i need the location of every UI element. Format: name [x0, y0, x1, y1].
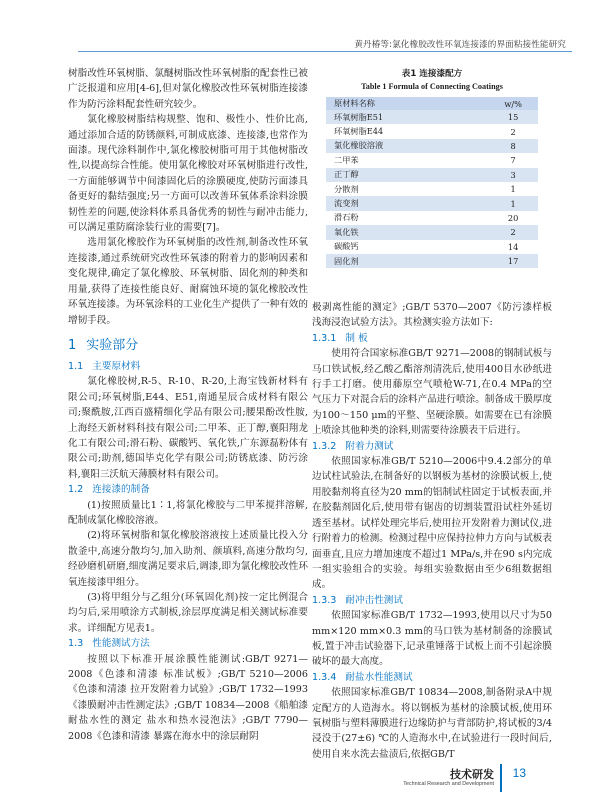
subsection-title: 连接漆的制备: [92, 484, 150, 496]
mass-fraction-cell: 20: [507, 212, 519, 223]
adhesion-paragraph: 依照国家标准GB/T 5210—2006中9.4.2部分的单边试柱试验法,在制备好的以钢板为基材的涂膜试板上,使用胶黏剂将直径为20 mm的铝制试柱固定于试板表面,并在胶黏剂固化后,使用带有锯齿的切割装置沿试柱外延切透至基材。试样处理完毕后,使用拉开发附着力测试仪,进行附着力的检测。检测过程中应保持拉伸力方向与试板表面垂直,且应力增加速度不超过1 MPa/s,并在90 s内完成一组实验组合的实验。每组实验数据由至少6组数据组成。: [312, 456, 552, 591]
subsection-heading-materials: [68, 359, 308, 374]
subsection-title: 主要原材料: [92, 360, 141, 372]
subsection-title: 耐盐水性能测试: [345, 671, 413, 683]
section-title: 实验部分: [86, 337, 139, 353]
column-header-material: 原材料名称: [326, 97, 488, 110]
material-name-cell: 碳酸钙: [334, 241, 359, 252]
table-header-row: [326, 97, 538, 110]
mass-fraction-cell: 3: [488, 168, 538, 182]
material-name-cell: 氧化铁: [326, 225, 488, 239]
subsection-number: 1.3.3: [312, 594, 337, 606]
section-number: 1: [68, 337, 77, 353]
page-footer: [403, 756, 530, 796]
salt-water-paragraph: 依照国家标准GB/T 10834—2008,制备附录A中规定配方的人造海水。将以钢板为基材的涂膜试板,使用环氧树脂与塑料薄膜进行边缘防护与背部防护,将试板的3/4浸没于(27±6) ℃的人造海水中,在试验进行一段时间后,使用自来水洗去盐渍后,依据GB/T: [312, 687, 552, 760]
column-header-mass-fraction: w/%: [488, 97, 538, 110]
selection-paragraph: 选用氯化橡胶作为环氧树脂的改性剂,制备改性环氧连接漆,通过系统研究改性环氧漆的附着力的影响因素和变化规律,确定了氯化橡胶、环氧树脂、固化剂的种类和用量,获得了连接性能良好、耐腐蚀环境的氯化橡胶改性环氧连接漆。为环氧涂料的工业化生产提供了一种有效的增韧手段。: [68, 237, 308, 326]
material-name-cell: 流变剂: [326, 196, 488, 210]
table-row: [326, 196, 538, 210]
mass-fraction-cell: 14: [507, 241, 519, 252]
mass-fraction-cell: 2: [488, 225, 538, 239]
running-title: 黄丹椿等:氯化橡胶改性环氧连接漆的界面粘接性能研究: [354, 40, 566, 50]
subsection-heading-preparation: [68, 482, 308, 497]
preparation-step-3: (3)将甲组分与乙组分(环氧固化剂)按一定比例混合均匀后,采用喷涂方式制板,涂层厚度满足相关测试标准要求。详细配方见表1。: [68, 592, 308, 634]
table-row: [326, 124, 538, 138]
table-row: [326, 240, 538, 254]
table-body: [326, 110, 538, 268]
material-name-cell: 正丁醇: [326, 168, 488, 182]
left-column: [68, 66, 308, 744]
table-caption-cn: 表1 连接漆配方: [401, 69, 463, 79]
table-row: [326, 139, 538, 153]
formula-table-block: [326, 68, 538, 268]
material-name-cell: 二甲苯: [334, 154, 359, 165]
footer-divider: [500, 764, 502, 792]
test-standards-paragraph-continued: 极剥离性能的测定》;GB/T 5370—2007《防污漆样板浅海浸泡试验方法》。其检测实验方法如下:: [312, 302, 552, 329]
subsection-title: 耐冲击性测试: [345, 594, 403, 606]
table-row: [326, 168, 538, 182]
material-name-cell: 环氧树脂E44: [334, 126, 384, 137]
page-number: 13: [512, 766, 526, 780]
table-row: [326, 110, 538, 124]
subsection-heading-adhesion: [312, 439, 552, 454]
subsection-heading-test-methods: [68, 636, 308, 651]
subsection-title: 制 板: [345, 332, 368, 344]
journal-name-cn: 技术研发: [450, 768, 494, 781]
material-name-cell: 固化剂: [326, 254, 488, 268]
header-rule: [78, 51, 572, 52]
formula-table: [326, 97, 538, 268]
subsection-title: 附着力测试: [345, 440, 394, 452]
material-name-cell: 分散剂: [334, 183, 359, 194]
preparation-step-2: (2)将环氧树脂和氯化橡胶溶液按上述质量比投入分散釜中,高速分散均匀,加入助剂、颜填料,高速分散均匀,经砂磨机研磨,细度满足要求后,调漆,即为氯化橡胶改性环氧连接漆甲组分。: [68, 530, 308, 588]
mass-fraction-cell: 2: [510, 126, 516, 137]
table-row: [326, 153, 538, 167]
right-column: [312, 300, 552, 762]
table-row: [326, 254, 538, 268]
mass-fraction-cell: 1: [488, 196, 538, 210]
material-name-cell: 氯化橡胶溶液: [326, 139, 488, 153]
plate-paragraph: 使用符合国家标准GB/T 9271—2008的钢制试板与马口铁试板,经乙酸乙酯溶剂清洗后,使用400目水砂纸进行手工打磨。使用藤原空气喷枪W-71,在0.4 MPa的空气压力下对混合后的涂料产品进行喷涂。制备成干膜厚度为100～150 μm的平整、坚硬涂膜。如需要在已有涂膜上喷涂其他种类的涂料,则需要待涂膜表干后进行。: [312, 348, 552, 437]
subsection-number: 1.3.1: [312, 332, 337, 344]
table-row: [326, 225, 538, 239]
mass-fraction-cell: 1: [510, 184, 516, 195]
subsection-title: 性能测试方法: [92, 638, 150, 650]
table-caption-en: Table 1 Formula of Connecting Coatings: [361, 82, 503, 91]
subsection-heading-impact: [312, 593, 552, 608]
test-standards-paragraph: 按照以下标准开展涂膜性能测试:GB/T 9271—2008《色漆和清漆 标准试板》;GB/T 5210—2006《色漆和清漆 拉开发附着力试验》;GB/T 1732—1993《漆膜耐冲击性测定法》;GB/T 10834—2008《船舶漆 耐盐水性的测定 盐水和热水浸泡法》;GB/T 7790—2008《色漆和清漆 暴露在海水中的涂层耐阴: [68, 653, 308, 742]
material-name-cell: 滑石粉: [334, 212, 359, 223]
mass-fraction-cell: 15: [488, 110, 538, 124]
subsection-number: 1.2: [68, 484, 84, 496]
table-row: [326, 211, 538, 225]
mass-fraction-cell: 8: [488, 139, 538, 153]
page-header: [0, 0, 600, 60]
material-name-cell: 环氧树脂E51: [326, 110, 488, 124]
subsection-number: 1.3.2: [312, 440, 337, 452]
subsection-number: 1.3: [68, 638, 84, 650]
subsection-number: 1.3.4: [312, 671, 337, 683]
mass-fraction-cell: 7: [510, 155, 516, 166]
intro-paragraph-continued: 树脂改性环氧树脂、氯醚树脂改性环氧树脂的配套性已被广泛报道和应用[4-6],但对氯化橡胶改性环氧树脂连接漆作为防污涂料配套性研究较少。: [68, 68, 308, 110]
journal-name-en: Technical Research and Development: [403, 781, 494, 787]
materials-paragraph: 氯化橡胶树,R-5、R-10、R-20,上海宝钱新材料有限公司;环氧树脂,E44、E51,南通星辰合成材料有限公司;聚酰胺,江西百盛精细化学品有限公司;腰果酚改性胺,上海经天新材料科技有限公司;二甲苯、正丁醇,襄阳翔龙化工有限公司;滑石粉、碳酸钙、氧化铁,广东源磊粉体有限公司;助剂,德国毕克化学有限公司;防锈底漆、防污涂料,襄阳三沃航天薄膜材料有限公司。: [68, 376, 308, 480]
section-heading-experimental: [68, 337, 308, 354]
table-row: [326, 182, 538, 196]
chlorinated-rubber-paragraph: 氯化橡胶树脂结构规整、饱和、极性小、性价比高,通过添加合适的防锈颜料,可制成底漆、连接漆,也常作为面漆。现代涂料制作中,氯化橡胶树脂可用于其他树脂改性,以提高综合性能。使用氯化橡胶对环氧树脂进行改性,一方面能够调节中间漆固化后的涂膜硬度,使防污面漆具备更好的黏结强度;另一方面可以改善环氧体系涂料涂膜韧性差的问题,使涂料体系具备优秀的韧性与耐冲击能力,可以满足重防腐涂装行业的需要[7]。: [68, 114, 308, 234]
mass-fraction-cell: 17: [488, 254, 538, 268]
subsection-heading-plate: [312, 331, 552, 346]
subsection-heading-salt-water: [312, 670, 552, 685]
preparation-step-1: (1)按照质量比1∶1,将氯化橡胶与二甲苯搅拌溶解,配制成氯化橡胶溶液。: [68, 499, 308, 526]
impact-paragraph: 依照国家标准GB/T 1732—1993,使用以尺寸为50 mm×120 mm×0.3 mm的马口铁为基材制备的涂膜试板,置于冲击试验器下,记录重锤落于试板上而不引起涂膜破坏的最大高度。: [312, 610, 552, 668]
subsection-number: 1.1: [68, 360, 84, 372]
